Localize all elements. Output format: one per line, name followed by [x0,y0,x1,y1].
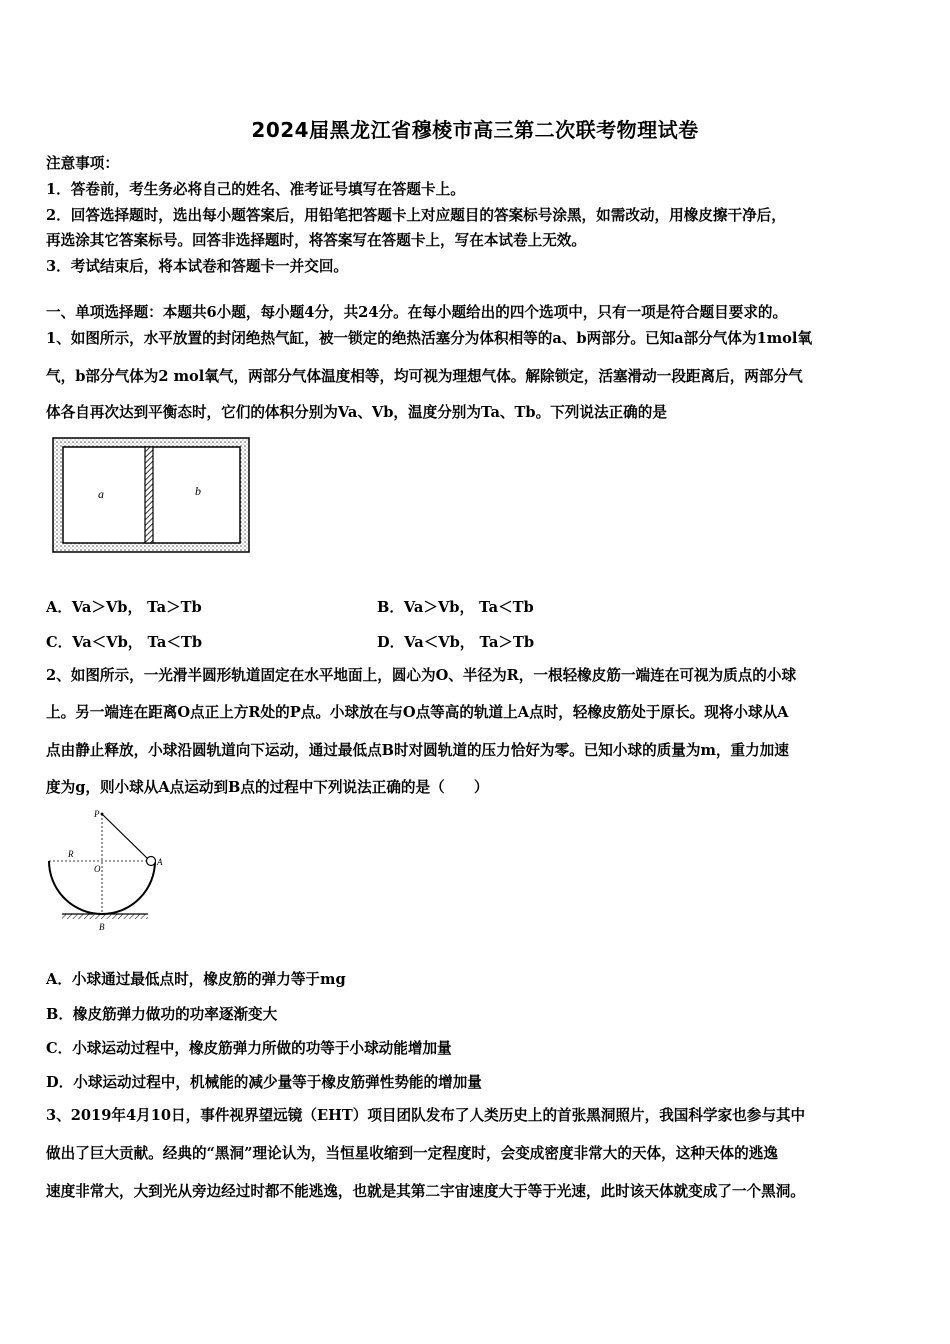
notice-item-3: 3．考试结束后，将本试卷和答题卡一并交回。 [46,258,349,275]
notice-heading: 注意事项： [46,155,119,172]
rubber-band [102,814,148,859]
ground-hatch [62,914,148,919]
q3-line-1: 3、2019年4月10日，事件视界望远镜（EHT）项目团队发布了人类历史上的首张黑洞照片，我国科学家也参与其中 [46,1107,806,1124]
label-a: A [157,857,163,867]
piston [145,447,153,543]
q2-option-b: B．橡皮筋弹力做功的功率逐渐变大 [46,1006,278,1023]
q2-line-2: 上。另一端连在距离O点正上方R处的P点。小球放在与O点等高的轨道上A点时，轻橡皮筋处于原长。现将小球从A [46,704,789,721]
ball [147,857,156,866]
q3-line-2: 做出了巨大贡献。经典的“黑洞”理论认为，当恒星收缩到一定程度时，会变成密度非常大的天体，这种天体的逃逸 [46,1145,778,1162]
q1-line-3: 体各自再次达到平衡态时，它们的体积分别为Va、Vb，温度分别为Ta、Tb。下列说法正确的是 [46,404,667,421]
label-o: O [94,864,101,874]
q2-option-a: A．小球通过最低点时，橡皮筋的弹力等于mg [46,971,346,988]
label-a: a [98,487,104,501]
section-heading: 一、单项选择题：本题共6小题，每小题4分，共24分。在每小题给出的四个选项中，只有一项是符合题目要求的。 [46,304,788,321]
q2-line-4: 度为g，则小球从A点运动到B点的过程中下列说法正确的是（ ） [46,779,489,796]
label-b: b [195,484,201,498]
notice-item-1: 1．答卷前，考生务必将自己的姓名、准考证号填写在答题卡上。 [46,181,465,198]
q1-option-a: A．Va＞Vb， Ta＞Tb [46,599,202,616]
q1-line-1: 1、如图所示，水平放置的封闭绝热气缸，被一锁定的绝热活塞分为体积相等的a、b两部分。已知a部分气体为1mol氧 [46,330,813,347]
q1-option-c: C．Va＜Vb， Ta＜Tb [46,634,203,651]
track-figure [44,806,174,936]
q1-line-2: 气，b部分气体为2 mol氧气，两部分气体温度相等，均可视为理想气体。解除锁定，活塞滑动一段距离后，两部分气 [46,368,803,385]
notice-item-2: 2．回答选择题时，选出每小题答案后，用铅笔把答题卡上对应题目的答案标号涂黑，如需改动，用橡皮擦干净后， [46,207,786,224]
q1-option-d: D．Va＜Vb， Ta＞Tb [377,634,535,651]
label-b: B [99,922,105,932]
q1-option-b: B．Va＞Vb， Ta＜Tb [377,599,534,616]
label-p: P [94,809,100,819]
notice-item-2-cont: 再选涂其它答案标号。回答非选择题时，将答案写在答题卡上，写在本试卷上无效。 [46,232,586,249]
q2-option-d: D．小球运动过程中，机械能的减少量等于橡皮筋弹性势能的增加量 [46,1074,482,1091]
point-p [101,813,104,816]
q2-option-c: C．小球运动过程中，橡皮筋弹力所做的功等于小球动能增加量 [46,1040,452,1057]
cylinder-figure [52,437,252,555]
q3-line-3: 速度非常大，大到光从旁边经过时都不能逃逸，也就是其第二宇宙速度大于等于光速，此时该天体就变成了一个黑洞。 [46,1183,805,1200]
q2-line-3: 点由静止释放，小球沿圆轨道向下运动，通过最低点B时对圆轨道的压力恰好为零。已知小球的质量为m，重力加速 [46,742,789,759]
label-r: R [68,849,74,859]
exam-title: 2024届黑龙江省穆棱市高三第二次联考物理试卷 [251,118,699,142]
q2-line-1: 2、如图所示，一光滑半圆形轨道固定在水平地面上，圆心为O、半径为R，一根轻橡皮筋一端连在可视为质点的小球 [46,667,797,684]
